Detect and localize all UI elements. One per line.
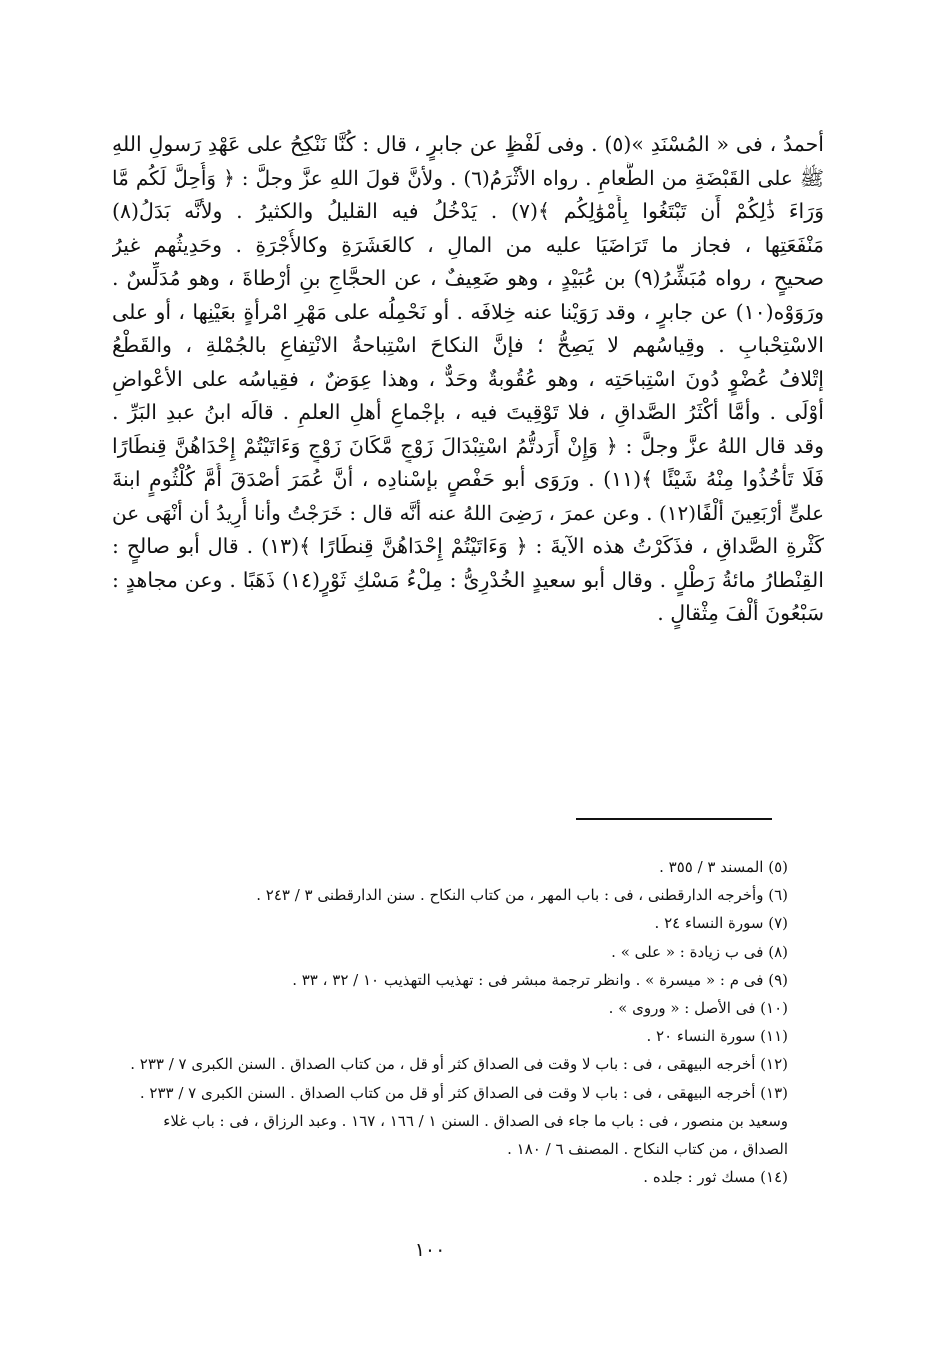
text-line: سَبْعُونَ ألْفَ مِثْقالٍ . [657,601,824,625]
footnote-line: (١١) سورة النساء ٢٠ . [646,1027,788,1046]
main-text [112,128,824,631]
footnote-line: (١٠) فى الأصل : « وروى » . [608,998,788,1017]
text-line: أحمدُ ، فى « المُسْنَدِ »(٥) . وفى لَفْظٍ عن جابرٍ ، قال : كُنَّا نَنْكِحُ على عَهْدِ رَسولِ اللهِ [112,132,824,156]
text-line: ورَوَوْه(١٠) عن جابرٍ ، وقد رَوَيْنا عنه خِلافَه . أو نَحْمِلُه على مَهْرِ امْرأةٍ بعَيْنِها ، أو على [112,299,824,324]
text-line: فَلَا تَأْخُذُوا مِنْهُ شَيْئًا ﴾(١١) . ورَوَى أبو حَفْصٍ بإسْنادِه ، أنَّ عُمَرَ أصْدَقَ أُمَّ كُلْثُومٍ ابنةَ [112,467,824,491]
footnotes [92,853,788,1191]
footnote-line: (١٣) أخرجه البيهقى ، فى : باب لا وقت فى الصداق كثر أو قل من كتاب الصداق . السنن الكبرى ٧ / ٢٣٣ . [139,1083,788,1102]
text-line: وقد قال اللهُ عزَّ وجلَّ : ﴿ وَإِنْ أَرَدتُّمُ اسْتِبْدَالَ زَوْجٍ مَّكَانَ زَوْجٍ وَءَاتَيْتُمْ إِحْدَاهُنَّ قِنطَارًا [112,433,824,458]
text-line: كَثْرةِ الصَّداقِ ، فذَكَرْتُ هذه الآيةَ : ﴿ وَءَاتَيْتُمْ إِحْدَاهُنَّ قِنطَارًا ﴾(١٣) . قال أبو صالحٍ : [112,534,824,558]
text-line: علىٍّ أرْبَعِينَ ألْفًا(١٢) . وعن عمرَ ، رَضِىَ اللهُ عنه أنَّه قال : خَرَجْتُ وأنا أُرِيدُ أن أنْهَى عن [112,500,824,525]
footnote-line: (٧) سورة النساء ٢٤ . [654,914,788,933]
text-line: وَرَاءَ ذَٰلِكُمْ أَن تَبْتَغُوا بِأَمْوَٰلِكُم ﴾(٧) . يَدْخُلُ فيه القليلُ والكثيرُ . ولأنَّه بَدَلُ(٨) [112,199,824,223]
footnote-line: (٨) فى ب زيادة : « على » . [611,942,788,961]
text-line: إتْلافُ عُضْوٍ دُونَ اسْتِباحَتِه ، وهو عُقُوبةٌ وحَدٌّ ، وهذا عِوَضٌ ، فقِياسُه على الأعْواضِ [112,366,824,391]
footnote-line: (١٤) مسك ثور : جلده . [643,1168,788,1187]
text-line: صحيحٍ ، رواه مُبَشِّرُ(٩) بن عُبَيْدٍ ، وهو ضَعِيفٌ ، عن الحجَّاجِ بنِ أرْطاةَ ، وهو مُدَلِّسٌ . [112,266,824,290]
text-line: القِنْطارُ مائةُ رَطْلٍ . وقال أبو سعيدٍ الخُدْرِىُّ : مِلْءُ مَسْكِ ثَوْرٍ(١٤) ذَهَبًا . وعن مجاهدٍ : [112,567,824,592]
text-line: ﷺ على القَبْضَةِ من الطَّعامِ . رواه الأثْرَمُ(٦) . ولأنَّ قولَ اللهِ عزَّ وجلَّ : ﴿ وَأُحِلَّ لَكُم مَّا [112,165,824,190]
text-line: أوْلَى . وأمَّا أكْثَرُ الصَّداقِ ، فلا تَوْقِيتَ فيه ، بإجْماعِ أهلِ العلمِ . قالَه ابنُ عبدِ البَرِّ . [112,400,824,424]
footnote-separator [576,818,772,820]
footnote-line: (١٢) أخرجه البيهقى ، فى : باب لا وقت فى الصداق كثر أو قل ، من كتاب الصداق . السنن الكبرى ٧ / ٢٣٣ . [130,1055,788,1074]
text-line: مَنْفَعَتِها ، فجاز ما تَرَاضَيَا عليه من المالِ ، كالعَشَرَةِ وكالأُجْرَةِ . وحَدِيثُهم غيرُ [112,232,824,257]
footnote-line: (٥) المسند ٣ / ٣٥٥ . [659,858,788,876]
footnote-line: (٦) وأخرجه الدارقطنى ، فى : باب المهر ، من كتاب النكاح . سنن الدارقطنى ٣ / ٢٤٣ . [256,886,788,905]
text-line: الاسْتِحْبابِ . وقِياسُهم لا يَصِحُّ ؛ فإنَّ النكاحَ اسْتِباحةُ الانْتِفاعِ بالجُمْلةِ ، والقَطْعُ [112,333,824,357]
footnote-line: (٩) فى م : « ميسرة » . وانظر ترجمة مبشر فى : تهذيب التهذيب ١٠ / ٣٢ ، ٣٣ . [292,970,788,989]
page-number: ١٠٠ [414,1239,446,1261]
footnote-line: وسعيد بن منصور ، فى : باب ما جاء فى الصداق . السنن ١ / ١٦٦ ، ١٦٧ . وعبد الرزاق ، فى : باب غلاء [163,1111,788,1130]
footnote-line: الصداق ، من كتاب النكاح . المصنف ٦ / ١٨٠ . [507,1139,788,1158]
